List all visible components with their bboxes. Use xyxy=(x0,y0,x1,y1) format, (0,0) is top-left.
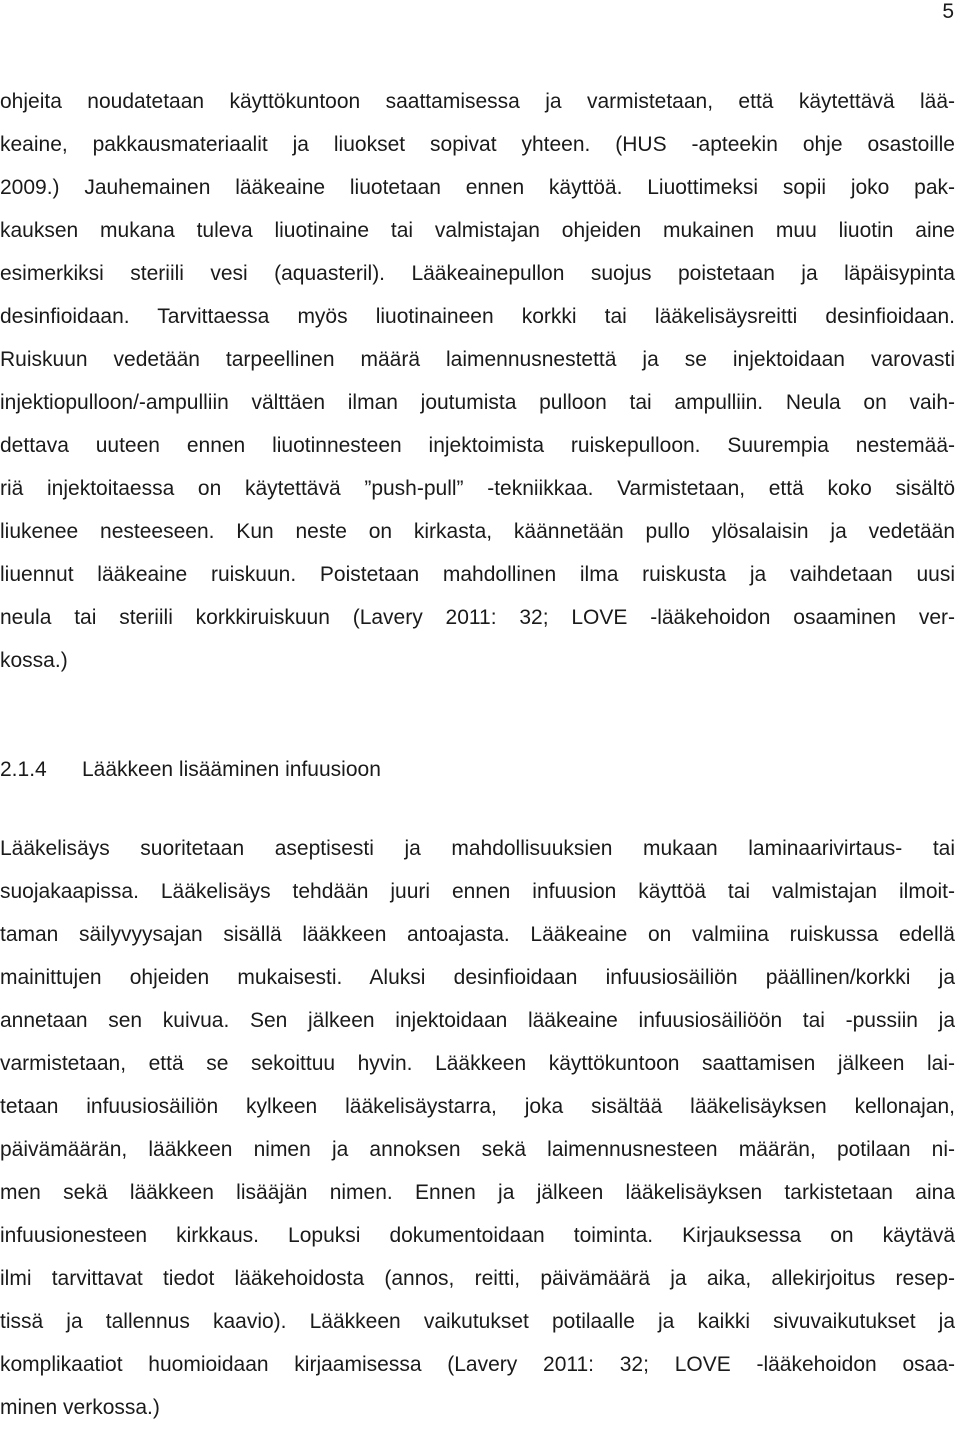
text-line: mainittujen ohjeiden mukaisesti. Aluksi desinfioidaan infuusiosäiliön päällinen/korkki ja xyxy=(0,966,955,989)
text-line: Lääkelisäys suoritetaan aseptisesti ja mahdollisuuksien mukaan laminaarivirtaus- tai xyxy=(0,837,955,860)
page-number: 5 xyxy=(942,0,954,23)
text-line: liukenee nesteeseen. Kun neste on kirkasta, käännetään pullo ylösalaisin ja vedetään xyxy=(0,520,955,543)
text-line: keaine, pakkausmateriaalit ja liuokset sopivat yhteen. (HUS -apteekin ohje osastoille xyxy=(0,133,955,156)
text-line: minen verkossa.) xyxy=(0,1396,160,1419)
text-line: päivämäärän, lääkkeen nimen ja annoksen sekä laimennusnesteen määrän, potilaan ni- xyxy=(0,1138,955,1161)
section-heading xyxy=(0,748,381,791)
text-line: taman säilyvyysajan sisällä lääkkeen antoajasta. Lääkeaine on valmiina ruiskussa edellä xyxy=(0,923,955,946)
text-line: desinfioidaan. Tarvittaessa myös liuotinaineen korkki tai lääkelisäysreitti desinfioidaan. xyxy=(0,305,955,328)
text-line: riä injektoitaessa on käytettävä ”push-pull” -tekniikkaa. Varmistetaan, että koko sisältö xyxy=(0,477,955,500)
text-line: tetaan infuusiosäiliön kylkeen lääkelisäystarra, joka sisältää lääkelisäyksen kellonajan, xyxy=(0,1095,955,1118)
text-line: Ruiskuun vedetään tarpeellinen määrä laimennusnestettä ja se injektoidaan varovasti xyxy=(0,348,955,371)
text-line: injektiopulloon/-ampulliin välttäen ilman joutumista pulloon tai ampulliin. Neula on vaih- xyxy=(0,391,955,414)
text-line: varmistetaan, että se sekoittuu hyvin. Lääkkeen käyttökuntoon saattamisen jälkeen lai- xyxy=(0,1052,955,1075)
section-title: Lääkkeen lisääminen infuusioon xyxy=(82,758,381,781)
text-line: men sekä lääkkeen lisääjän nimen. Ennen ja jälkeen lääkelisäyksen tarkistetaan aina xyxy=(0,1181,955,1204)
text-line: infuusionesteen kirkkaus. Lopuksi dokumentoidaan toiminta. Kirjauksessa on käytävä xyxy=(0,1224,955,1247)
text-line: kossa.) xyxy=(0,649,68,672)
text-line: esimerkiksi steriili vesi (aquasteril). Lääkeainepullon suojus poistetaan ja läpäisypinta xyxy=(0,262,955,285)
text-line: ilmi tarvittavat tiedot lääkehoidosta (annos, reitti, päivämäärä ja aika, allekirjoitus resep- xyxy=(0,1267,955,1290)
text-line: kauksen mukana tuleva liuotinaine tai valmistajan ohjeiden mukainen muu liuotin aine xyxy=(0,219,955,242)
text-line: neula tai steriili korkkiruiskuun (Lavery 2011: 32; LOVE -lääkehoidon osaaminen ver- xyxy=(0,606,955,629)
text-line: komplikaatiot huomioidaan kirjaamisessa (Lavery 2011: 32; LOVE -lääkehoidon osaa- xyxy=(0,1353,955,1376)
text-line: liuennut lääkeaine ruiskuun. Poistetaan mahdollinen ilma ruiskusta ja vaihdetaan uusi xyxy=(0,563,955,586)
text-line: suojakaapissa. Lääkelisäys tehdään juuri ennen infuusion käyttöä tai valmistajan ilmoit- xyxy=(0,880,955,903)
paragraph-1 xyxy=(0,80,960,682)
text-line: annetaan sen kuivua. Sen jälkeen injektoidaan lääkeaine infuusiosäiliöön tai -pussiin ja xyxy=(0,1009,955,1032)
text-line: 2009.) Jauhemainen lääkeaine liuotetaan ennen käyttöä. Liuottimeksi sopii joko pak- xyxy=(0,176,955,199)
text-line: ohjeita noudatetaan käyttökuntoon saattamisessa ja varmistetaan, että käytettävä lää- xyxy=(0,90,955,113)
paragraph-2 xyxy=(0,827,960,1429)
section-number: 2.1.4 xyxy=(0,758,47,781)
text-line: dettava uuteen ennen liuotinnesteen injektoimista ruiskepulloon. Suurempia nestemää- xyxy=(0,434,955,457)
text-line: tissä ja tallennus kaavio). Lääkkeen vaikutukset potilaalle ja kaikki sivuvaikutukset ja xyxy=(0,1310,955,1333)
